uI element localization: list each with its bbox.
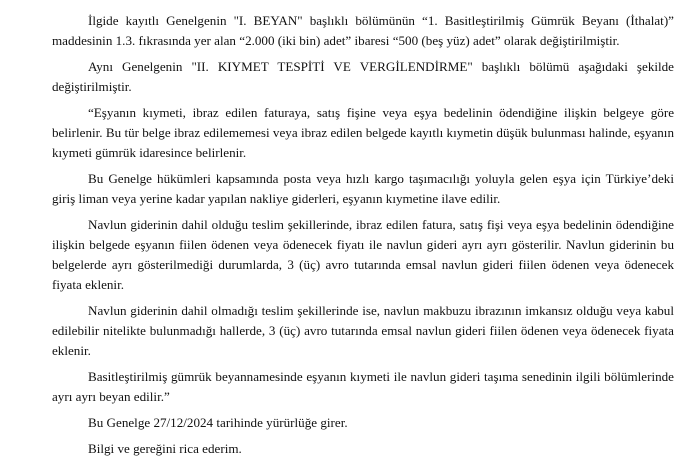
- document-body: [52, 11, 674, 465]
- paragraph-kiymet-determination: “Eşyanın kıymeti, ibraz edilen faturaya, satış fişine veya eşya bedelinin ödendiğine ilişkin belgeye göre belirlenir. Bu tür belge ibraz edilememesi veya ibraz edilen belgede kayıtlı kıymetin düşük bulunması halinde, eşyanın kıymeti gümrük idaresince belirlenir.: [52, 105, 674, 160]
- paragraph-freight-included: Navlun giderinin dahil olduğu teslim şekillerinde, ibraz edilen fatura, satış fişi veya eşya bedelinin ödendiğine ilişkin belgede eşyanın fiilen ödenen veya ödenecek fiyatı ile navlun gideri ayrı ayrı gösterilir. Navlun giderinin bu belgelerde ayrı gösterilmediği durumlarda, 3 (üç) avro tutarında emsal navlun gideri fiilen ödenen veya ödenecek fiyata eklenir.: [52, 217, 674, 292]
- paragraph-effective-date: Bu Genelge 27/12/2024 tarihinde yürürlüğe girer.: [88, 415, 348, 430]
- paragraph-simplified-declaration: Basitleştirilmiş gümrük beyannamesinde eşyanın kıymeti ile navlun gideri taşıma senedinin ilgili bölümlerinde ayrı ayrı beyan edilir.”: [52, 369, 674, 404]
- paragraph-freight-excluded: Navlun giderinin dahil olmadığı teslim şekillerinde ise, navlun makbuzu ibrazının imkansız olduğu veya kabul edilebilir nitelikte bulunmadığı hallerde, 3 (üç) avro tutarında emsal navlun gideri fiilen ödenen veya ödenecek fiyata eklenir.: [52, 303, 674, 358]
- paragraph-beyan-amendment: İlgide kayıtlı Genelgenin "I. BEYAN" başlıklı bölümünün “1. Basitleştirilmiş Gümrük Beyanı (İthalat)” maddesinin 1.3. fıkrasında yer alan “2.000 (iki bin) adet” ibaresi “500 (beş yüz) adet” olarak değiştirilmiştir.: [52, 13, 674, 48]
- paragraph-kiymet-section-intro: Aynı Genelgenin "II. KIYMET TESPİTİ VE VERGİLENDİRME" başlıklı bölümü aşağıdaki şekilde değiştirilmiştir.: [52, 59, 674, 94]
- paragraph-closing: Bilgi ve gereğini rica ederim.: [88, 441, 242, 456]
- paragraph-transport-costs: Bu Genelge hükümleri kapsamında posta veya hızlı kargo taşımacılığı yoluyla gelen eşya için Türkiye’deki giriş liman veya yerine kadar yapılan nakliye giderleri, eşyanın kıymetine ilave edilir.: [52, 171, 674, 206]
